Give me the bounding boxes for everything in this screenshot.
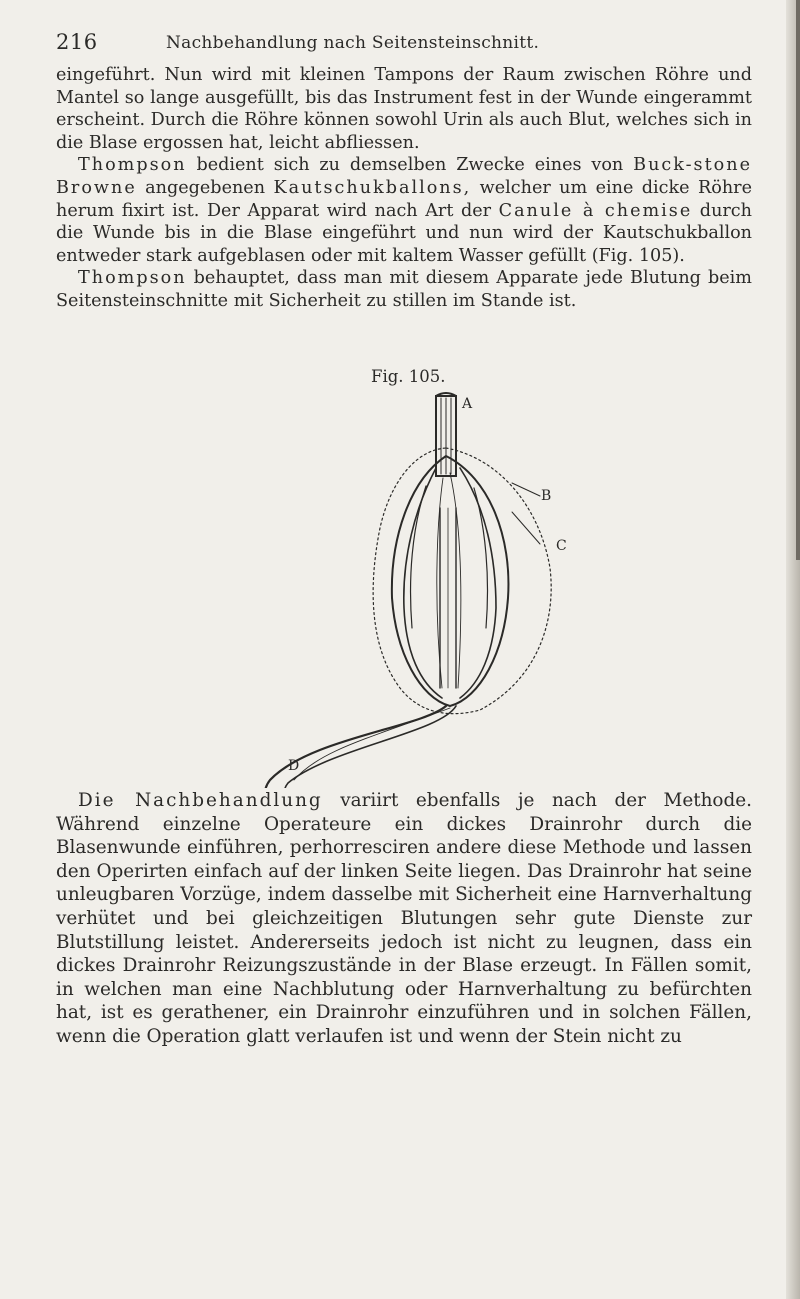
running-title: Nachbehandlung nach Seitensteinschnitt. bbox=[166, 33, 540, 53]
outer-mantle-outline bbox=[373, 448, 551, 714]
paragraph-1-text-c: angegebenen bbox=[136, 177, 274, 198]
paragraph-1-text-a: eingeführt. Nun wird mit kleinen Tampons der Raum zwischen Röhre und Mantel so lange ausgefüllt, bis das Instrument fest in der Wunde eingerammt erscheint. Durch die Röhre können sowohl Urin als auch Blut, welches sich in die Blase ergossen hat, leicht abfliessen. bbox=[56, 65, 752, 153]
page-edge-dark bbox=[796, 0, 800, 560]
balloon-outline bbox=[392, 456, 509, 706]
paragraph-1-text-e: durch die Wunde bis in die Blase eingeführt und nun wird der Kautschukballon entweder stark aufgeblasen oder mit kaltem Wasser gefüllt (Fig. 105). bbox=[56, 200, 752, 266]
paragraph-1-text-f: behauptet, dass man mit diesem Apparate jede Blutung beim Seitensteinschnitte mit Sicherheit zu stillen im Stande ist. bbox=[56, 268, 752, 311]
paragraph-1-text-d: welcher um eine dicke Röhre herum fixirt ist. Der Apparat wird nach Art der bbox=[56, 177, 752, 221]
term-kautschukballon: Kautschukballons, bbox=[273, 177, 472, 198]
balloon-catheter-drawing bbox=[250, 388, 630, 788]
figure-label-b: B bbox=[541, 488, 552, 504]
page-header bbox=[56, 30, 746, 56]
term-canule-a-chemise: Canule à chemise bbox=[498, 200, 693, 221]
figure-label-d: D bbox=[288, 758, 300, 774]
name-buckstone-browne: Buck-stone Browne bbox=[56, 155, 752, 198]
name-thompson: Thompson bbox=[78, 155, 187, 176]
paragraph-1-text-b: bedient sich zu demselben Zwecke eines von bbox=[186, 155, 634, 176]
figure-105-illustration bbox=[250, 388, 630, 788]
name-thompson-2: Thompson bbox=[78, 268, 187, 289]
paragraph-2 bbox=[56, 789, 752, 1049]
paragraph-2-text: variirt ebenfalls je nach der Methode. Während einzelne Operateure ein dickes Drainrohr durch die Blasenwunde einführen, perhorresciren andere diese Methode und lassen den Operirten einfach auf der linken Seite liegen. Das Drainrohr hat seine unleugbaren Vorzüge, indem dasselbe mit Sicherheit eine Harnverhaltung verhütet und bei gleichzeitigen Blutungen sehr gute Dienste zur Blutstillung leistet. Andererseits jedoch ist nicht zu leugnen, dass ein dickes Drainrohr Reizungszustände in der Blase erzeugt. In Fällen somit, in welchen man eine Nachblutung oder Harnverhaltung zu befürchten hat, ist es gerathener, ein Drainrohr einzuführen und in solchen Fällen, wenn die Operation glatt verlaufen ist und wenn der Stein nicht zu bbox=[56, 790, 753, 1047]
page-number: 216 bbox=[56, 30, 98, 54]
paragraph-1 bbox=[56, 64, 752, 313]
figure-label-c: C bbox=[556, 538, 567, 554]
term-nachbehandlung: Die Nachbehandlung bbox=[78, 790, 323, 811]
figure-label-a: A bbox=[462, 396, 473, 412]
figure-caption: Fig. 105. bbox=[371, 367, 446, 386]
